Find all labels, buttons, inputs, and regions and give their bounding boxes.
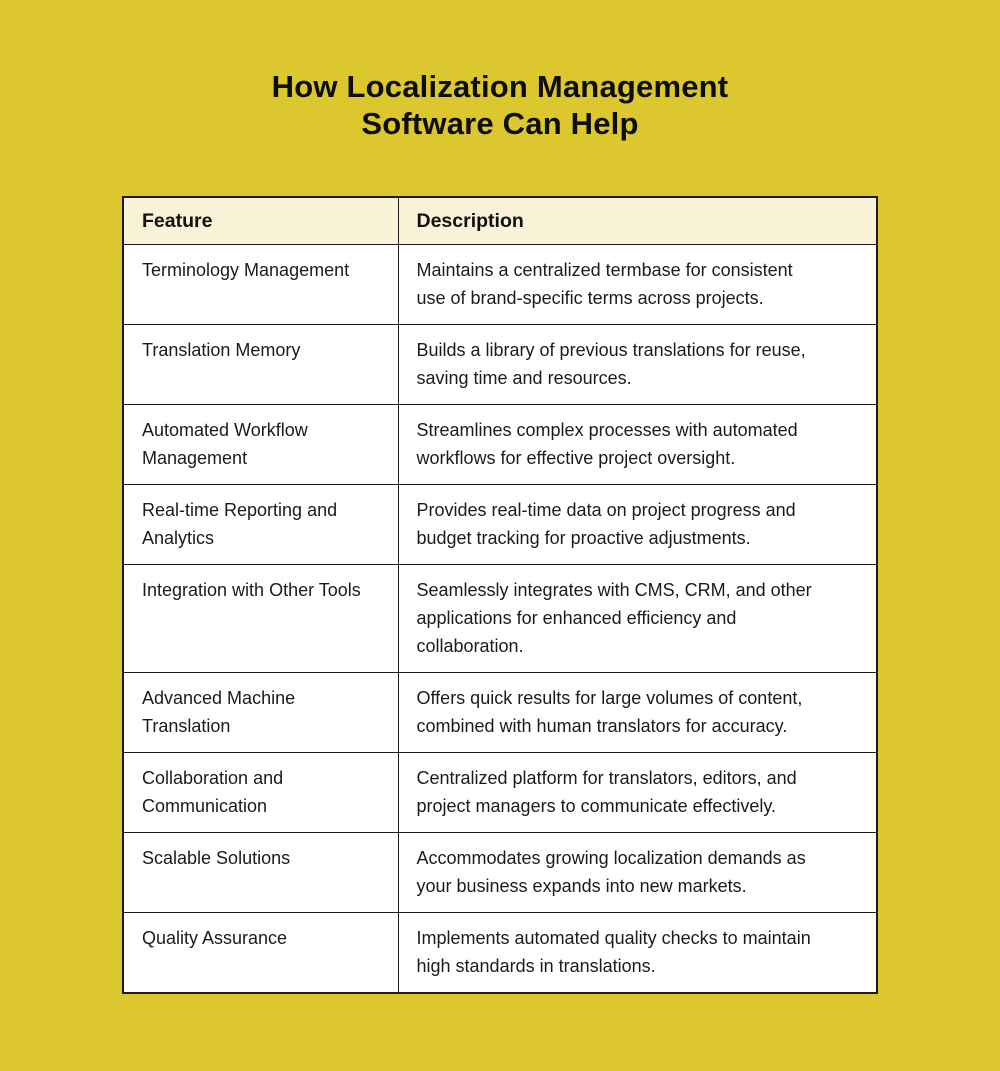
description-cell: Accommodates growing localization demands as your business expands into new markets. [398,833,877,913]
table-header-row [123,197,877,245]
feature-cell: Terminology Management [123,245,398,325]
table-row [123,485,877,565]
table-row [123,245,877,325]
description-cell: Streamlines complex processes with automated workflows for effective project oversight. [398,405,877,485]
description-cell: Provides real-time data on project progress and budget tracking for proactive adjustments. [398,485,877,565]
feature-cell: Advanced Machine Translation [123,673,398,753]
column-header-description: Description [398,197,877,245]
table-row [123,753,877,833]
feature-cell: Automated Workflow Management [123,405,398,485]
feature-cell: Scalable Solutions [123,833,398,913]
table-row [123,673,877,753]
feature-cell: Real-time Reporting and Analytics [123,485,398,565]
page-title [0,0,1000,142]
feature-cell: Quality Assurance [123,913,398,994]
feature-cell: Collaboration and Communication [123,753,398,833]
table-row [123,913,877,994]
column-header-feature: Feature [123,197,398,245]
description-cell: Seamlessly integrates with CMS, CRM, and other applications for enhanced efficiency and collaboration. [398,565,877,673]
page-title-line1: How Localization Management [271,69,729,104]
feature-cell: Integration with Other Tools [123,565,398,673]
table-row [123,833,877,913]
feature-cell: Translation Memory [123,325,398,405]
description-cell: Offers quick results for large volumes of content, combined with human translators for accuracy. [398,673,877,753]
description-cell: Builds a library of previous translations for reuse, saving time and resources. [398,325,877,405]
table-row [123,325,877,405]
table-row [123,405,877,485]
table-row [123,565,877,673]
description-cell: Implements automated quality checks to maintain high standards in translations. [398,913,877,994]
features-table [122,196,878,994]
description-cell: Centralized platform for translators, editors, and project managers to communicate effectively. [398,753,877,833]
page-title-line2: Software Can Help [361,106,639,141]
description-cell: Maintains a centralized termbase for consistent use of brand-specific terms across projects. [398,245,877,325]
